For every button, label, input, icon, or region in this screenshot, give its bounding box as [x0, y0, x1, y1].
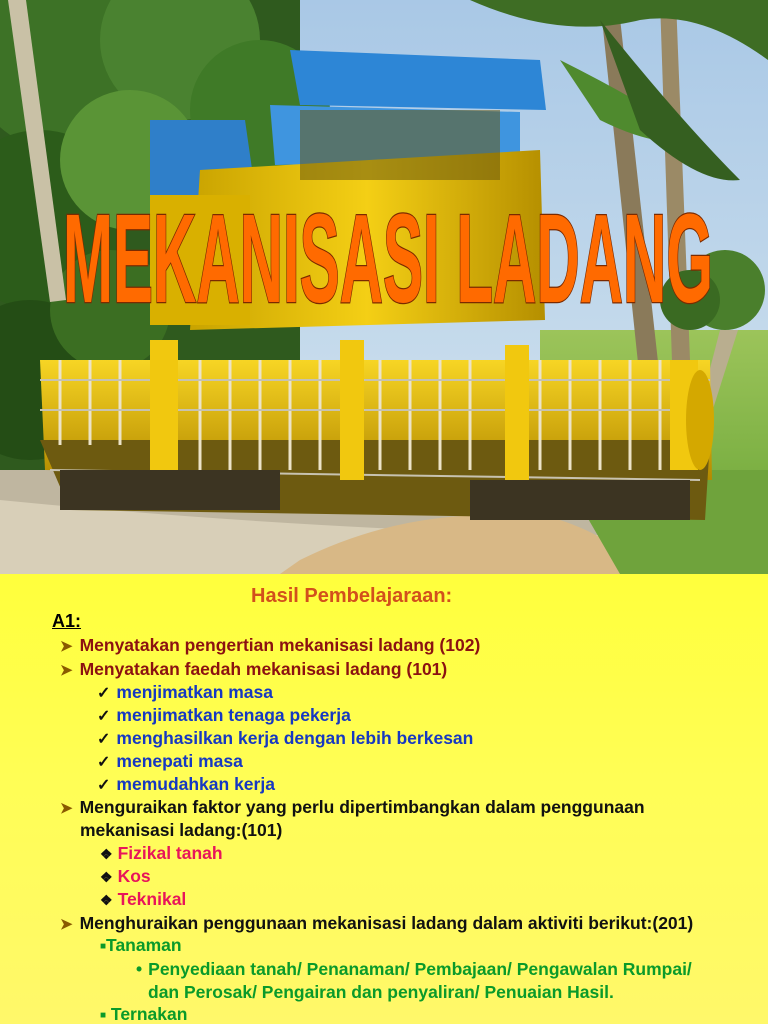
list-item-continuation: mekanisasi ladang:(101) — [80, 820, 283, 840]
list-item: ➤ Menguraikan faktor yang perlu dipertimbangkan dalam penggunaan — [60, 797, 645, 817]
check-icon: ✓ — [97, 708, 111, 725]
check-icon: ✓ — [97, 777, 111, 794]
square-bullet-icon: ■ — [100, 941, 107, 952]
list-item: ➤ Menyatakan pengertian mekanisasi ladang (102) — [60, 635, 481, 655]
outcome-code: A1: — [52, 611, 82, 631]
list-item: ✓ menjimatkan masa — [97, 682, 274, 702]
list-item: ❖ Fizikal tanah — [100, 843, 223, 863]
arrow-bullet-icon: ➤ — [60, 916, 73, 933]
learning-outcomes-panel — [0, 574, 768, 1024]
list-item: ✓ menghasilkan kerja dengan lebih berkesan — [97, 728, 474, 748]
list-item: ❖ Teknikal — [100, 889, 187, 909]
arrow-bullet-icon: ➤ — [60, 662, 73, 679]
list-item: ❖ Kos — [100, 866, 151, 886]
diamond-bullet-icon: ❖ — [100, 892, 113, 908]
list-item: • Penyediaan tanah/ Penanaman/ Pembajaan/ Pengawalan Rumpai/ — [136, 959, 692, 979]
dot-bullet-icon: • — [136, 959, 143, 979]
square-bullet-icon: ■ — [100, 1010, 107, 1021]
diamond-bullet-icon: ❖ — [100, 846, 113, 862]
list-item: ✓ menepati masa — [97, 751, 243, 771]
diamond-bullet-icon: ❖ — [100, 869, 113, 885]
check-icon: ✓ — [97, 685, 111, 702]
check-icon: ✓ — [97, 731, 111, 748]
check-icon: ✓ — [97, 754, 111, 771]
arrow-bullet-icon: ➤ — [60, 800, 73, 817]
list-item: ➤ Menyatakan faedah mekanisasi ladang (101) — [60, 659, 448, 679]
slide-title-text: MEKANISASI LADANG — [63, 188, 713, 329]
list-item: ■Tanaman — [100, 935, 182, 955]
list-item: ✓ menjimatkan tenaga pekerja — [97, 705, 351, 725]
arrow-bullet-icon: ➤ — [60, 638, 73, 655]
list-item: ■ Ternakan — [100, 1004, 188, 1024]
list-item: ✓ memudahkan kerja — [97, 774, 275, 794]
slide-title — [58, 172, 718, 329]
list-item-continuation: dan Perosak/ Pengairan dan penyaliran/ Penuaian Hasil. — [148, 982, 614, 1002]
list-item: ➤ Menghuraikan penggunaan mekanisasi ladang dalam aktiviti berikut:(201) — [60, 913, 694, 933]
section-heading: Hasil Pembelajaraan: — [251, 585, 453, 607]
